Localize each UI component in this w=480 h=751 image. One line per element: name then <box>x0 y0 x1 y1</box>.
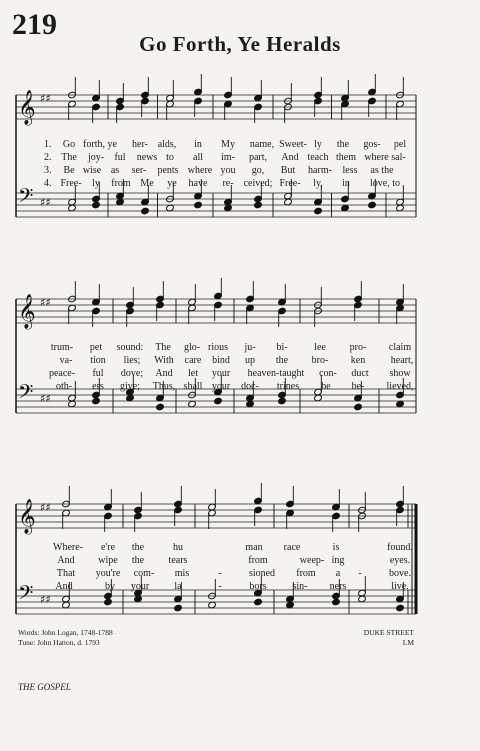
lyric-syllable: bi- <box>276 342 288 353</box>
lyric-syllable: doc- <box>241 381 259 392</box>
lyric-syllable: man <box>245 542 263 553</box>
verse-4-line-3 <box>0 581 480 593</box>
words-credit: Words: John Logan, 1748-1788 <box>18 628 113 637</box>
verse-number: 3. <box>44 165 52 176</box>
lyric-syllable: sound: <box>116 342 144 353</box>
lyric-syllable: where sal- <box>364 152 406 163</box>
lyric-syllable: all <box>193 152 203 163</box>
music-system-2 <box>0 255 480 445</box>
key-signature: ♯♯ <box>40 593 51 606</box>
verse-3-line-1 <box>0 165 480 177</box>
verse-1-line-2 <box>0 342 480 354</box>
lyric-syllable: is <box>332 542 340 553</box>
verse-1-line-1 <box>0 139 480 151</box>
verse-1-line-3 <box>0 542 480 554</box>
lyric-syllable: ful <box>114 152 126 163</box>
lyric-syllable: pro- <box>349 342 367 353</box>
notehead <box>104 598 113 606</box>
lyric-syllable: in <box>342 178 350 189</box>
lyric-syllable: va- <box>59 355 73 366</box>
lyric-syllable: lee <box>314 342 326 353</box>
lyric-syllable: trum- <box>50 342 74 353</box>
lyric-syllable: glo- <box>183 342 201 353</box>
lyric-syllable: name, <box>249 139 275 150</box>
lyric-syllable: - <box>218 581 222 592</box>
lyric-syllable: dove; <box>120 368 144 379</box>
treble-clef: 𝄞 <box>18 499 36 534</box>
lyric-syllable: as <box>110 165 120 176</box>
lyric-syllable: your <box>130 581 150 592</box>
lyric-syllable: to <box>166 152 174 163</box>
lyric-syllable: from <box>296 568 316 579</box>
hymn-title: Go Forth, Ye Heralds <box>139 32 341 56</box>
lyric-syllable: eyes. <box>389 555 411 566</box>
notehead <box>92 397 101 405</box>
lyric-syllable: Me <box>140 178 154 189</box>
music-system-1 <box>0 0 480 260</box>
bass-clef: 𝄢 <box>18 380 34 408</box>
lyric-syllable: forth, ye <box>83 139 117 150</box>
lyric-syllable: news <box>136 152 158 163</box>
lyric-syllable: And <box>57 555 75 566</box>
lyric-syllable: ly <box>92 178 100 189</box>
treble-clef: 𝄞 <box>18 294 36 329</box>
lyric-syllable: And <box>155 368 173 379</box>
lyric-syllable: be <box>321 381 331 392</box>
lyric-syllable: lieved, <box>386 381 414 392</box>
lyric-syllable: The <box>155 342 171 353</box>
lyric-syllable: alds, <box>157 139 177 150</box>
notehead <box>141 207 150 215</box>
tune-info <box>364 628 414 648</box>
notehead <box>254 201 263 209</box>
lyric-syllable: tears <box>168 555 188 566</box>
lyric-syllable: oth- <box>55 381 73 392</box>
lyric-syllable: duct <box>351 368 369 379</box>
section-label: THE GOSPEL <box>18 682 71 692</box>
lyric-syllable: ly <box>314 139 322 150</box>
lyric-syllable: peace- <box>48 368 76 379</box>
lyric-syllable: bro- <box>311 355 329 366</box>
lyric-syllable: Sweet- <box>279 139 307 150</box>
lyric-syllable: teach <box>307 152 329 163</box>
lyric-syllable: in <box>194 139 202 150</box>
verse-2-line-3 <box>0 555 480 567</box>
verse-3-line-3 <box>0 568 480 580</box>
lyric-syllable: your <box>211 381 231 392</box>
notehead <box>354 403 363 411</box>
key-signature: ♯♯ <box>40 296 51 309</box>
lyric-syllable: - <box>358 568 362 579</box>
lyric-syllable: ye <box>167 178 177 189</box>
lyric-syllable: ser- <box>131 165 147 176</box>
verse-4-line-2 <box>0 381 480 393</box>
lyric-syllable: trines <box>276 381 300 392</box>
notehead <box>92 201 101 209</box>
verse-number: 1. <box>44 139 52 150</box>
lyric-syllable: by <box>105 581 115 592</box>
lyric-syllable: you <box>220 165 236 176</box>
verse-3-line-2 <box>0 368 480 380</box>
lyric-syllable: claim <box>388 342 412 353</box>
hymn-number: 219 <box>12 8 57 41</box>
lyric-syllable: harm- <box>308 165 332 176</box>
lyric-syllable: care <box>184 355 202 366</box>
lyric-syllable: ing <box>331 555 345 566</box>
lyric-syllable: joy- <box>87 152 105 163</box>
lyric-syllable: Be <box>63 165 75 176</box>
verse-4-line-1 <box>0 178 480 190</box>
lyric-syllable: be- <box>351 381 365 392</box>
lyric-syllable: lies; <box>123 355 141 366</box>
lyric-syllable: bind <box>212 355 230 366</box>
lyric-syllable: - <box>218 568 222 579</box>
music-system-3 <box>0 470 480 620</box>
lyric-syllable: the <box>336 139 350 150</box>
verse-number: 4. <box>44 178 52 189</box>
bass-clef: 𝄢 <box>18 581 34 609</box>
lyric-syllable: the <box>275 355 289 366</box>
notehead <box>278 397 287 405</box>
lyric-syllable: sioned <box>248 568 276 579</box>
lyric-syllable: ful <box>92 368 104 379</box>
lyric-syllable: bove. <box>389 568 411 579</box>
lyric-syllable: hu <box>173 542 183 553</box>
lyric-syllable: Thus, <box>152 381 176 392</box>
tune-credit: Tune: John Hatton, d. 1793 <box>18 638 100 647</box>
tune-name: DUKE STREET <box>363 628 414 637</box>
lyric-syllable: con- <box>319 368 337 379</box>
notehead <box>194 201 203 209</box>
notehead <box>214 397 223 405</box>
lyric-syllable: race <box>283 542 301 553</box>
lyric-syllable: love, to <box>370 178 400 189</box>
lyric-syllable: rious <box>208 342 228 353</box>
credits <box>18 628 113 648</box>
lyric-syllable: the <box>131 542 145 553</box>
notehead <box>314 207 323 215</box>
lyric-syllable: ners <box>329 581 347 592</box>
lyric-syllable: as the <box>370 165 394 176</box>
lyric-syllable: go, <box>251 165 265 176</box>
treble-clef: 𝄞 <box>18 90 36 125</box>
lyric-syllable: The <box>61 152 77 163</box>
lyric-syllable: you're <box>95 568 121 579</box>
notehead <box>174 604 183 612</box>
lyric-syllable: less <box>342 165 358 176</box>
lyric-syllable: Free- <box>279 178 301 189</box>
lyric-syllable: give; <box>120 381 140 392</box>
lyric-syllable: wipe <box>98 555 118 566</box>
lyric-syllable: up <box>245 355 255 366</box>
lyric-syllable: pel <box>393 139 407 150</box>
notehead <box>156 403 165 411</box>
lyric-syllable: But <box>280 165 296 176</box>
lyric-syllable: That <box>56 568 76 579</box>
lyric-syllable: show <box>389 368 411 379</box>
lyric-syllable: pents <box>157 165 179 176</box>
lyric-syllable: com- <box>133 568 155 579</box>
lyric-syllable: from <box>248 555 268 566</box>
lyric-syllable: found. <box>387 542 413 553</box>
lyric-syllable: have <box>188 178 208 189</box>
lyric-syllable: them <box>336 152 356 163</box>
lyric-syllable: ly, <box>313 178 323 189</box>
lyric-syllable: pet <box>89 342 103 353</box>
lyric-syllable: Free- <box>60 178 82 189</box>
lyric-syllable: Go <box>62 139 76 150</box>
notehead <box>368 201 377 209</box>
lyric-syllable: ers <box>92 381 104 392</box>
lyric-syllable: gos- <box>363 139 381 150</box>
lyric-syllable: the <box>131 555 145 566</box>
lyric-syllable: live. <box>391 581 409 592</box>
lyric-syllable: your <box>211 368 231 379</box>
lyric-syllable: sin- <box>292 581 308 592</box>
lyric-syllable: Where- <box>53 542 83 553</box>
lyric-syllable: im- <box>221 152 235 163</box>
lyric-syllable: la <box>174 581 182 592</box>
lyric-syllable: part, <box>248 152 268 163</box>
lyric-syllable: shall <box>183 381 203 392</box>
notehead <box>396 604 405 612</box>
lyric-syllable: her- <box>132 139 148 150</box>
notehead <box>332 598 341 606</box>
lyric-syllable: tion <box>90 355 106 366</box>
lyric-syllable: With <box>154 355 174 366</box>
bass-clef: 𝄢 <box>18 184 34 212</box>
verse-2-line-2 <box>0 355 480 367</box>
lyric-syllable: And <box>281 152 299 163</box>
lyric-syllable: where <box>187 165 213 176</box>
key-signature: ♯♯ <box>40 501 51 514</box>
lyric-syllable: wise <box>82 165 102 176</box>
lyric-syllable: ju- <box>244 342 256 353</box>
music-staff-1 <box>0 0 480 260</box>
lyric-syllable: re- <box>222 178 234 189</box>
lyric-syllable: heaven-taught <box>247 368 305 379</box>
lyric-syllable: heart, <box>390 355 414 366</box>
key-signature: ♯♯ <box>40 92 51 105</box>
lyric-syllable: ceived; <box>243 178 273 189</box>
notehead <box>254 598 263 606</box>
tune-meter: LM <box>402 638 414 647</box>
verse-2-line-1 <box>0 152 480 164</box>
verse-number: 2. <box>44 152 52 163</box>
lyric-syllable: e're <box>100 542 116 553</box>
lyric-syllable: My <box>221 139 235 150</box>
lyric-syllable: let <box>188 368 198 379</box>
key-signature: ♯♯ <box>40 392 51 405</box>
key-signature: ♯♯ <box>40 196 51 209</box>
lyric-syllable: a <box>335 568 341 579</box>
lyric-syllable: mis <box>174 568 190 579</box>
lyric-syllable: from <box>111 178 131 189</box>
lyric-syllable: weep- <box>299 555 325 566</box>
lyric-syllable: ken <box>350 355 366 366</box>
lyric-syllable: And <box>55 581 73 592</box>
lyric-syllable: bors <box>249 581 267 592</box>
